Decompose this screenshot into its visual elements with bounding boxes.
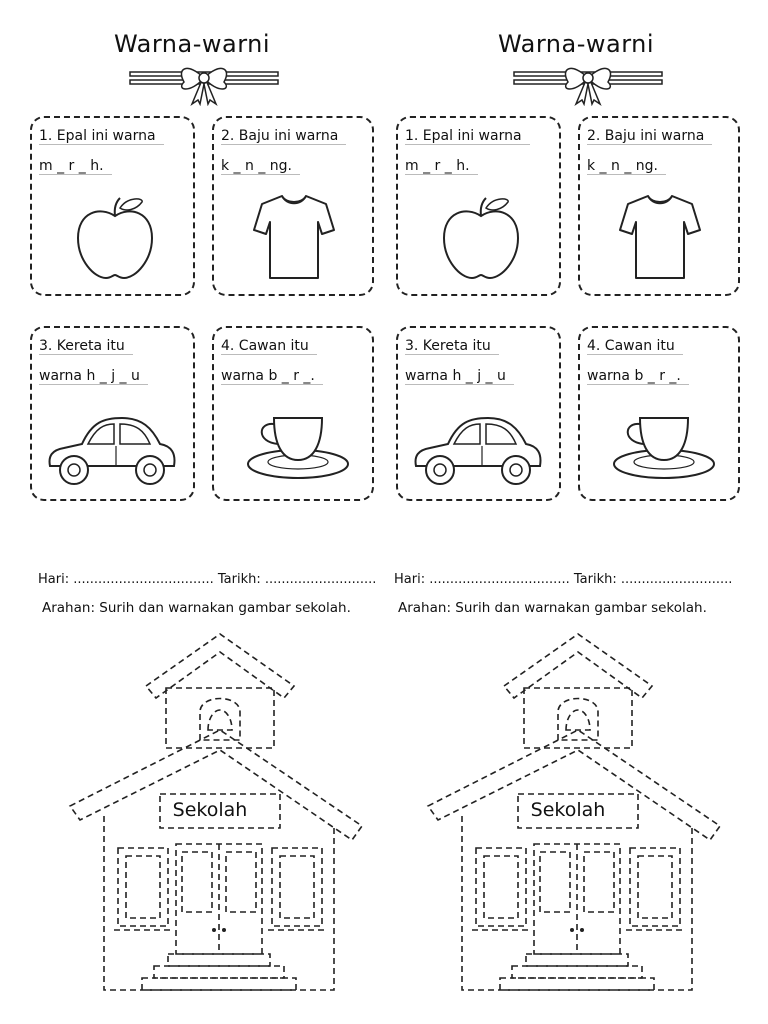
question-card-shirt [212, 116, 374, 296]
question-text: 1. Epal ini warna [405, 128, 530, 145]
question-text: 4. Cawan itu [221, 338, 317, 355]
answer-blank: m _ r _ h. [405, 158, 478, 175]
school-label: Sekolah [172, 799, 248, 821]
question-text: 2. Baju ini warna [587, 128, 712, 145]
car-icon [410, 412, 546, 492]
worksheet-title: Warna-warni [497, 30, 655, 58]
hari-label: Hari: .................................. [38, 572, 214, 587]
question-card-apple [30, 116, 195, 296]
question-card-cup [578, 326, 740, 501]
worksheet-title: Warna-warni [113, 30, 271, 58]
question-text: 4. Cawan itu [587, 338, 683, 355]
instruction-text: Arahan: Surih dan warnakan gambar sekolah. [398, 600, 707, 616]
question-card-cup [212, 326, 374, 501]
answer-blank: m _ r _ h. [39, 158, 112, 175]
worksheet-colours-left [0, 0, 384, 530]
cup-icon [610, 410, 718, 484]
car-icon [44, 412, 180, 492]
question-card-car [30, 326, 195, 501]
ribbon-bow-icon [128, 62, 280, 106]
apple-icon [436, 194, 526, 284]
answer-blank: k _ n _ ng. [221, 158, 300, 175]
question-text: 2. Baju ini warna [221, 128, 346, 145]
answer-blank: warna b _ r _. [587, 368, 689, 385]
question-card-car [396, 326, 561, 501]
question-text: 3. Kereta itu [39, 338, 133, 355]
instruction-text: Arahan: Surih dan warnakan gambar sekolah. [42, 600, 351, 616]
school-label: Sekolah [530, 799, 606, 821]
question-card-apple [396, 116, 561, 296]
tshirt-icon [252, 190, 336, 282]
question-text: 1. Epal ini warna [39, 128, 164, 145]
answer-blank: k _ n _ ng. [587, 158, 666, 175]
hari-label: Hari: .................................. [394, 572, 570, 587]
answer-blank: warna h _ j _ u [39, 368, 148, 385]
date-header [38, 572, 376, 587]
tarikh-label: Tarikh: ........................... [217, 572, 377, 587]
tarikh-label: Tarikh: ........................... [573, 572, 733, 587]
question-card-shirt [578, 116, 740, 296]
question-text: 3. Kereta itu [405, 338, 499, 355]
apple-icon [70, 194, 160, 284]
ribbon-bow-icon [512, 62, 664, 106]
date-header [394, 572, 732, 587]
cup-icon [244, 410, 352, 484]
answer-blank: warna b _ r _. [221, 368, 323, 385]
worksheet-colours-right [384, 0, 768, 530]
answer-blank: warna h _ j _ u [405, 368, 514, 385]
tshirt-icon [618, 190, 702, 282]
